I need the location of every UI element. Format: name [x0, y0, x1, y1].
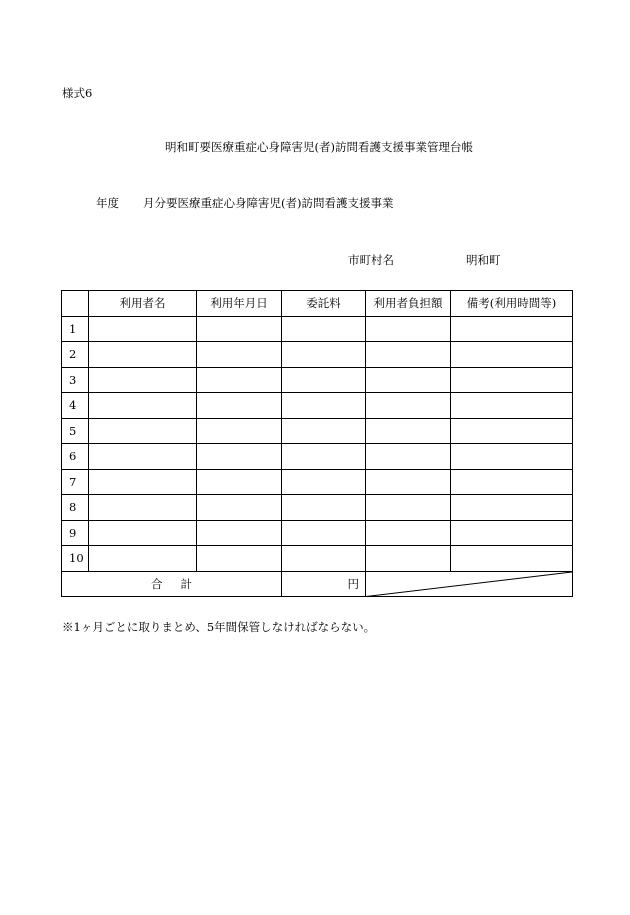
- cell-remarks[interactable]: [451, 418, 573, 444]
- cell-user-charge[interactable]: [366, 520, 451, 546]
- table-row: [62, 418, 573, 444]
- row-number: 6: [62, 444, 89, 470]
- total-amount-cell[interactable]: [282, 571, 366, 597]
- header-user-charge: 利用者負担額: [366, 291, 451, 317]
- cell-user-charge[interactable]: [366, 342, 451, 368]
- municipality-label: 市町村名: [348, 253, 394, 267]
- header-row: [62, 291, 573, 317]
- cell-commission-fee[interactable]: [282, 393, 366, 419]
- row-number: 1: [62, 316, 89, 342]
- cell-user-name[interactable]: [89, 418, 197, 444]
- header-use-date: 利用年月日: [197, 291, 282, 317]
- cell-use-date[interactable]: [197, 342, 282, 368]
- cell-user-name[interactable]: [89, 316, 197, 342]
- cell-remarks[interactable]: [451, 546, 573, 572]
- cell-user-name[interactable]: [89, 393, 197, 419]
- cell-user-name[interactable]: [89, 444, 197, 470]
- cell-commission-fee[interactable]: [282, 469, 366, 495]
- cell-user-name[interactable]: [89, 546, 197, 572]
- cell-use-date[interactable]: [197, 546, 282, 572]
- cell-commission-fee[interactable]: [282, 367, 366, 393]
- cell-user-charge[interactable]: [366, 444, 451, 470]
- cell-use-date[interactable]: [197, 367, 282, 393]
- cell-commission-fee[interactable]: [282, 444, 366, 470]
- total-row: [62, 571, 573, 597]
- row-number: 4: [62, 393, 89, 419]
- cell-user-charge[interactable]: [366, 469, 451, 495]
- currency-unit: 円: [347, 576, 359, 591]
- header-user-name: 利用者名: [89, 291, 197, 317]
- cell-commission-fee[interactable]: [282, 546, 366, 572]
- cell-use-date[interactable]: [197, 444, 282, 470]
- row-number: 9: [62, 520, 89, 546]
- cell-user-name[interactable]: [89, 469, 197, 495]
- row-number: 7: [62, 469, 89, 495]
- cell-use-date[interactable]: [197, 469, 282, 495]
- cell-user-name[interactable]: [89, 520, 197, 546]
- cell-commission-fee[interactable]: [282, 342, 366, 368]
- footnote: ※1ヶ月ごとに取りまとめ、5年間保管しなければならない。: [62, 620, 376, 634]
- table-row: [62, 342, 573, 368]
- table-row: [62, 393, 573, 419]
- cell-remarks[interactable]: [451, 367, 573, 393]
- table-row: [62, 444, 573, 470]
- cell-user-charge[interactable]: [366, 418, 451, 444]
- cell-use-date[interactable]: [197, 393, 282, 419]
- header-remarks: 備考(利用時間等): [451, 291, 573, 317]
- row-number: 10: [62, 546, 89, 572]
- row-number: 8: [62, 495, 89, 521]
- cell-remarks[interactable]: [451, 495, 573, 521]
- month-label: 月分要医療重症心身障害児(者)訪問看護支援事業: [143, 196, 394, 210]
- cell-use-date[interactable]: [197, 520, 282, 546]
- cell-user-name[interactable]: [89, 342, 197, 368]
- cell-remarks[interactable]: [451, 469, 573, 495]
- document-title: 明和町要医療重症心身障害児(者)訪問看護支援事業管理台帳: [165, 140, 473, 154]
- cell-user-name[interactable]: [89, 367, 197, 393]
- cell-use-date[interactable]: [197, 418, 282, 444]
- table-row: [62, 316, 573, 342]
- cell-use-date[interactable]: [197, 316, 282, 342]
- year-month-line: [96, 198, 393, 210]
- cell-commission-fee[interactable]: [282, 316, 366, 342]
- table-row: [62, 546, 573, 572]
- cell-remarks[interactable]: [451, 393, 573, 419]
- row-number: 3: [62, 367, 89, 393]
- cell-remarks[interactable]: [451, 444, 573, 470]
- cell-use-date[interactable]: [197, 495, 282, 521]
- form-number: 様式6: [62, 86, 93, 100]
- total-label: [62, 571, 282, 597]
- diagonal-blank-cell: [366, 571, 573, 597]
- cell-user-charge[interactable]: [366, 495, 451, 521]
- cell-user-charge[interactable]: [366, 316, 451, 342]
- ledger-table: [61, 290, 573, 597]
- cell-commission-fee[interactable]: [282, 520, 366, 546]
- table-row: [62, 520, 573, 546]
- cell-user-charge[interactable]: [366, 393, 451, 419]
- row-number: 2: [62, 342, 89, 368]
- cell-commission-fee[interactable]: [282, 418, 366, 444]
- cell-remarks[interactable]: [451, 520, 573, 546]
- cell-user-charge[interactable]: [366, 546, 451, 572]
- cell-commission-fee[interactable]: [282, 495, 366, 521]
- municipality-value: 明和町: [466, 253, 501, 267]
- cell-remarks[interactable]: [451, 316, 573, 342]
- cell-user-charge[interactable]: [366, 367, 451, 393]
- diagonal-line: [366, 572, 572, 597]
- total-label-first: 合: [151, 576, 163, 591]
- row-number: 5: [62, 418, 89, 444]
- table-row: [62, 367, 573, 393]
- header-commission-fee: 委託料: [282, 291, 366, 317]
- cell-remarks[interactable]: [451, 342, 573, 368]
- header-number: [62, 291, 89, 317]
- total-label-second: 計: [180, 576, 192, 591]
- table-row: [62, 495, 573, 521]
- table-row: [62, 469, 573, 495]
- cell-user-name[interactable]: [89, 495, 197, 521]
- year-label: 年度: [96, 196, 119, 210]
